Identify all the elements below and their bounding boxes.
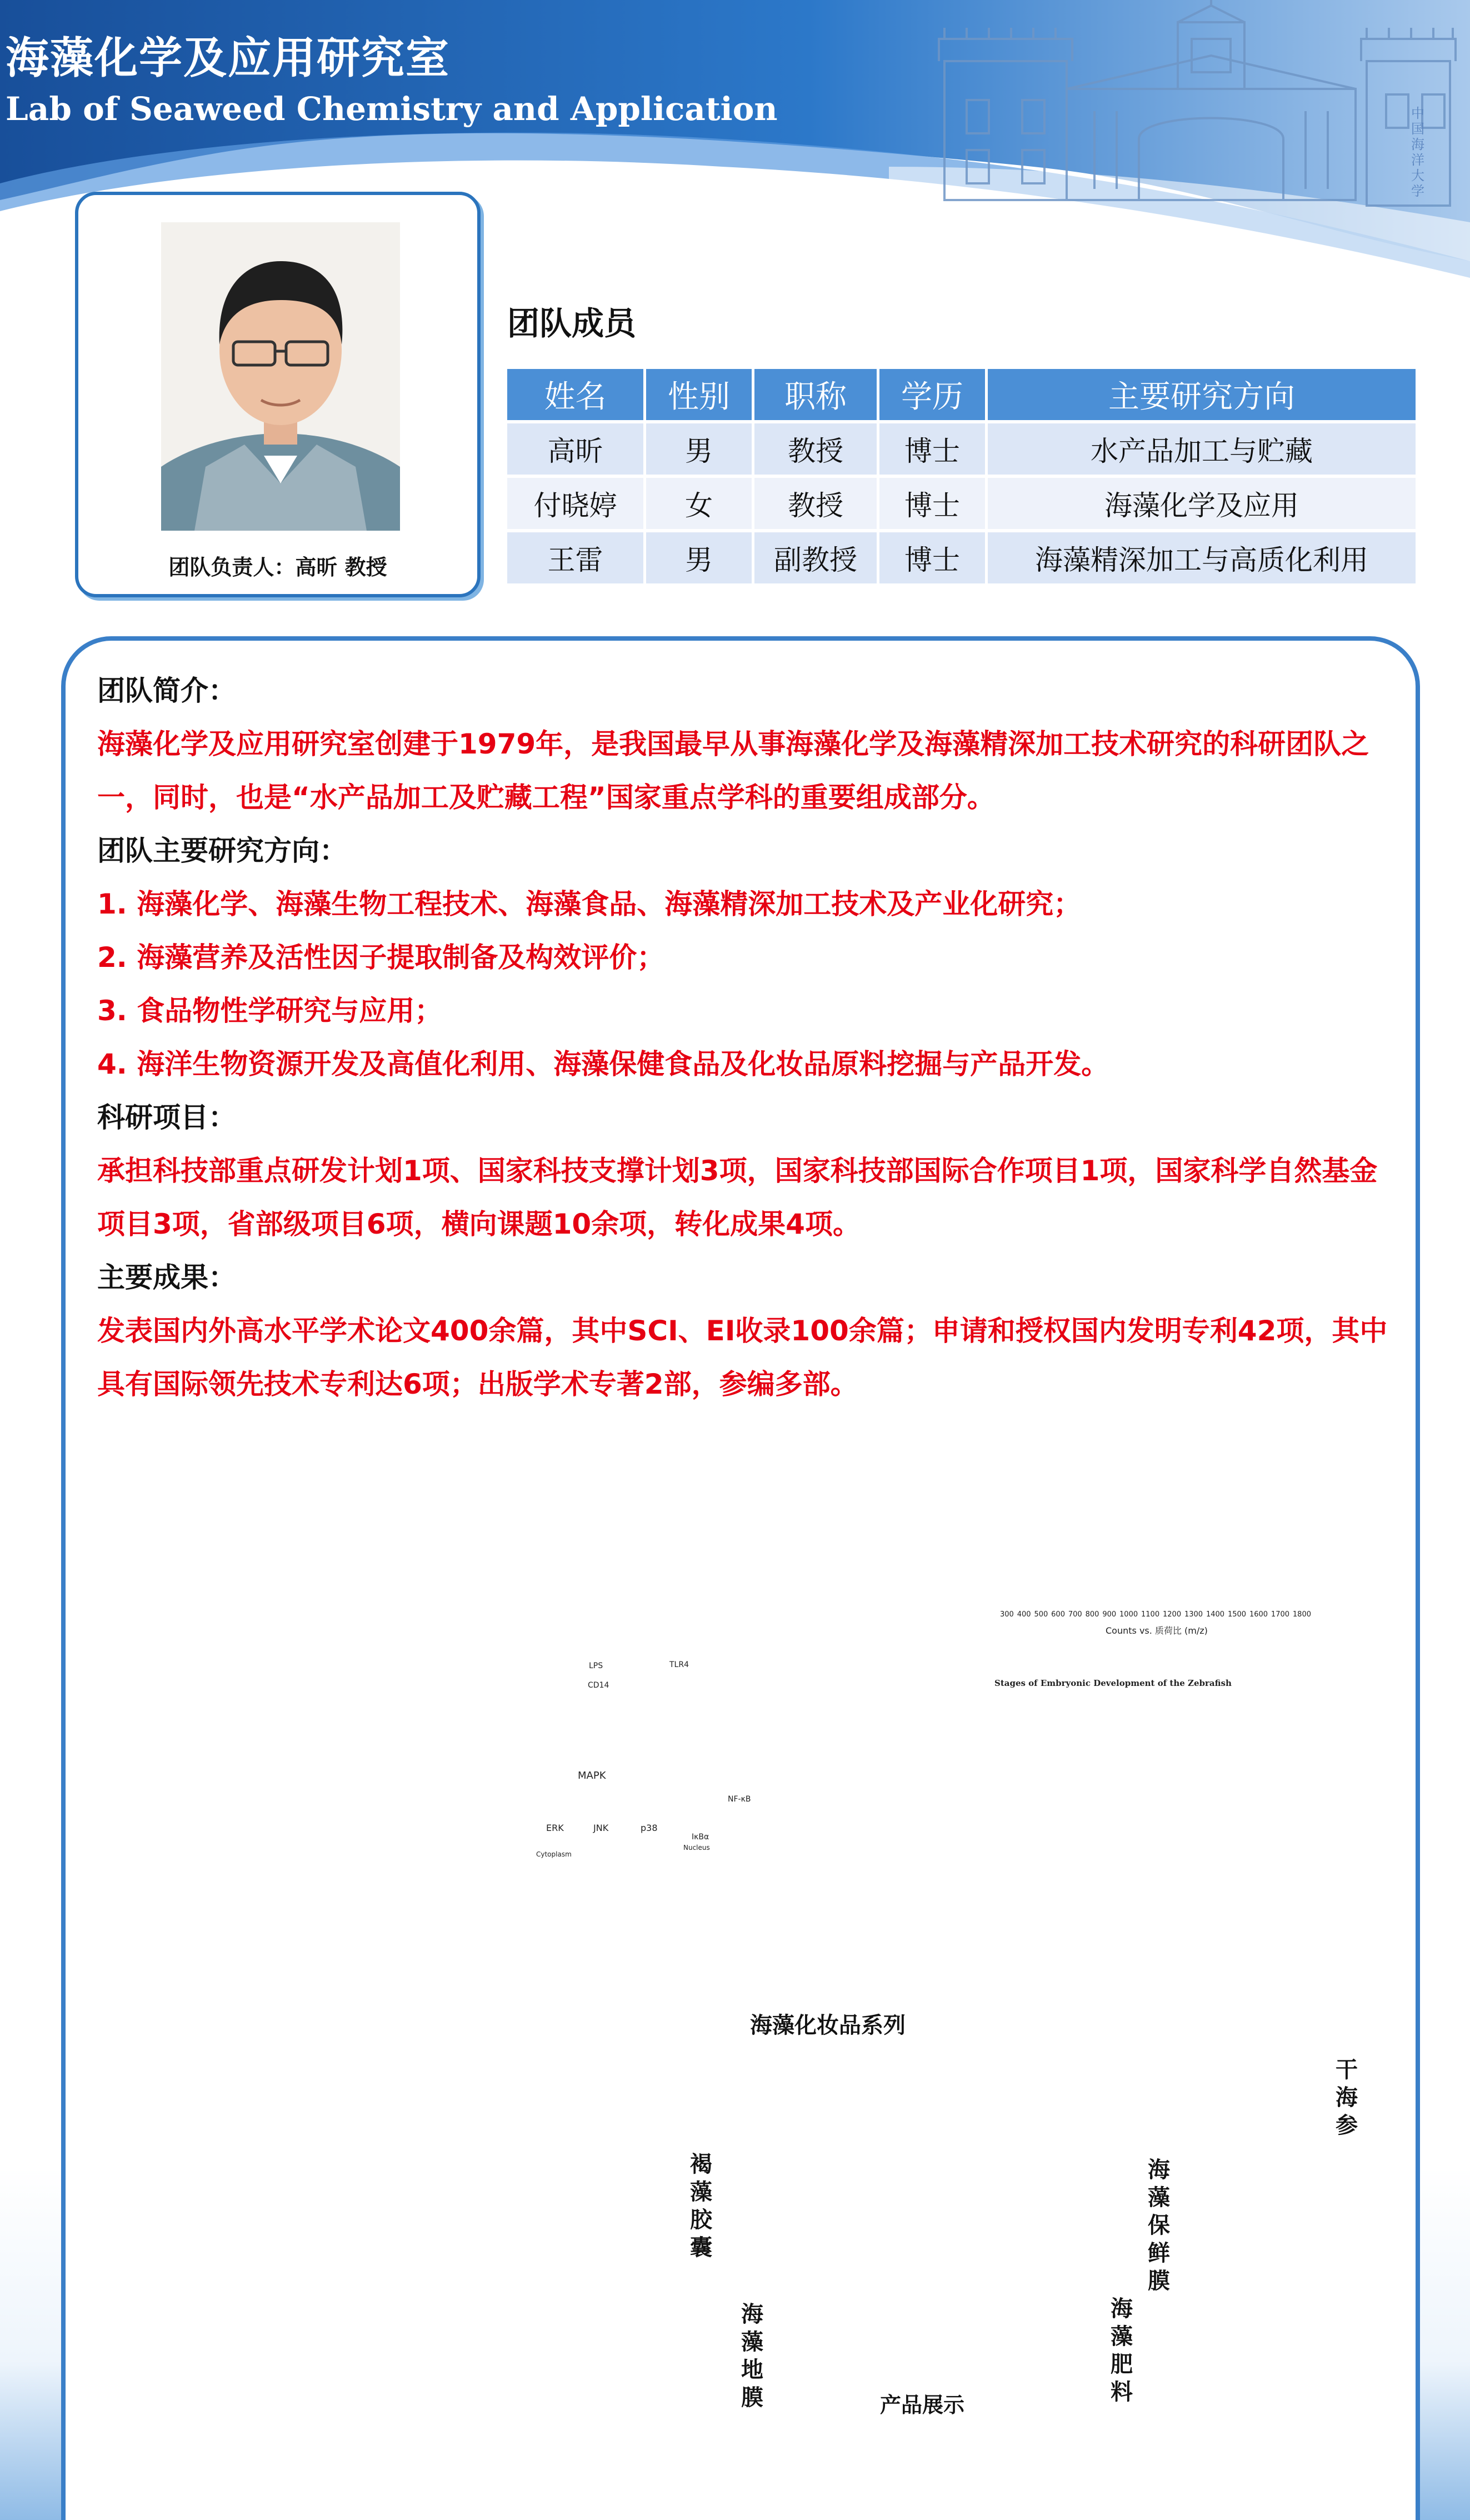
table-row [507,478,1416,529]
profile-text: 海藻化学及应用研究室创建于1979年，是我国最早从事海藻化学及海藻精深加工技术研究的科研团队之一，同时，也是“水产品加工及贮藏工程”国家重点学科的重要组成部分。 [97,728,1369,814]
member-name: 付晓婷 [507,478,643,529]
col-gender: 性别 [643,369,752,420]
projects-heading: 科研项目： [97,1101,236,1134]
member-degree: 博士 [877,423,985,475]
cosmetics-label: 海藻化妆品系列 [750,2013,906,2038]
pathway-label-lps: LPS [589,1661,603,1670]
mulch-label: 海藻地膜 [741,2302,763,2411]
member-title: 教授 [752,423,877,475]
sea-cucumber-label: 干海参 [1336,2057,1358,2138]
spectrum-tick: 1200 [1163,1610,1182,1619]
pathway-label-jnk: JNK [593,1823,609,1833]
zebrafish-title: Stages of Embryonic Development of the Zebrafish [994,1678,1232,1688]
direction-item: 2. 海藻营养及活性因子提取制备及构效评价； [97,941,665,974]
spectrum-tick: 1100 [1141,1610,1160,1619]
member-name: 王雷 [507,532,643,583]
direction-item: 4. 海洋生物资源开发及高值化利用、海藻保健食品及化妆品原料挖掘与产品开发。 [97,1048,1109,1080]
col-degree: 学历 [877,369,985,420]
product-root-label: 产品展示 [879,2393,964,2417]
leader-caption: 团队负责人：高昕 教授 [168,555,387,580]
spectrum-tick-labels [1000,1610,1311,1619]
fertilizer-brand-label-2: 海世可 [1142,2315,1175,2328]
spectrum-tick: 700 [1068,1610,1082,1619]
spectrum-tick: 600 [1051,1610,1065,1619]
lab-title-cn: 海藻化学及应用研究室 [6,33,451,83]
member-name: 高昕 [507,423,643,475]
member-title: 副教授 [752,532,877,583]
spectrum-tick: 1800 [1292,1610,1311,1619]
intro-text [97,664,1397,1411]
member-research: 海藻化学及应用 [985,478,1416,529]
member-degree: 博士 [877,532,985,583]
direction-item: 1. 海藻化学、海藻生物工程技术、海藻食品、海藻精深加工技术及产业化研究； [97,888,1082,920]
table-row [507,532,1416,583]
pathway-label-ikba: IκBα [692,1833,709,1842]
capsule-label: 褐藻胶囊 [690,2152,712,2260]
member-title: 教授 [752,478,877,529]
pathway-label-inflammation: Inflammation [789,1673,841,1681]
member-gender: 男 [643,532,752,583]
fertilizer-label: 海藻肥料 [1111,2296,1133,2405]
team-heading: 团队成员 [507,305,637,342]
table-row [507,423,1416,475]
member-research: 水产品加工与贮藏 [985,423,1416,475]
col-name: 姓名 [507,369,643,420]
achievements-text: 发表国内外高水平学术论文400余篇，其中SCI、EI收录100余篇；申请和授权国内发明专利42项，其中具有国际领先技术专利达6项；出版学术专著2部，参编多部。 [97,1315,1388,1400]
pathway-label-nfkb: NF-κB [728,1795,751,1804]
member-gender: 女 [643,478,752,529]
spectrum-tick: 300 [1000,1610,1014,1619]
spectrum-tick: 1300 [1184,1610,1203,1619]
col-title: 职称 [752,369,877,420]
spectrum-tick: 1000 [1119,1610,1138,1619]
member-gender: 男 [643,423,752,475]
team-table-header [507,369,1416,420]
film-label: 海藻保鲜膜 [1148,2157,1170,2294]
direction-item: 3. 食品物性学研究与应用； [97,995,443,1027]
leader-portrait [161,222,400,531]
spectrum-xlabel: Counts vs. 质荷比 (m/z) [1106,1625,1208,1636]
building-sign: 中国海洋大学 [1411,106,1424,199]
team-table [507,366,1416,587]
fertilizer-brand-label: ALGA [1210,2305,1247,2319]
spectrum-tick: 1400 [1206,1610,1225,1619]
pathway-label-nucleus: Nucleus [683,1844,710,1852]
spectrum-tick: 1600 [1249,1610,1268,1619]
directions-heading: 团队主要研究方向： [97,835,347,867]
pathway-label-erk: ERK [546,1823,564,1833]
pathway-label-p38: p38 [641,1823,658,1833]
pathway-label-tlr4: TLR4 [669,1660,689,1669]
col-research: 主要研究方向 [985,369,1416,420]
pathway-label-cd14: CD14 [588,1681,609,1690]
spectrum-tick: 1700 [1271,1610,1290,1619]
lab-title-en: Lab of Seaweed Chemistry and Application [6,90,778,128]
member-research: 海藻精深加工与高质化利用 [985,532,1416,583]
pathway-label-mapk: MAPK [578,1770,606,1782]
spectrum-tick: 500 [1034,1610,1048,1619]
projects-text: 承担科技部重点研发计划1项、国家科技支撑计划3项，国家科技部国际合作项目1项，国家科学自然基金项目3项，省部级项目6项，横向课题10余项，转化成果4项。 [97,1155,1378,1240]
spectrum-tick: 1500 [1227,1610,1247,1619]
profile-heading: 团队简介： [97,675,236,707]
member-degree: 博士 [877,478,985,529]
achievements-heading: 主要成果： [97,1261,236,1294]
pathway-label-cytoplasm: Cytoplasm [536,1850,572,1858]
spectrum-tick: 900 [1102,1610,1117,1619]
spectrum-tick: 400 [1017,1610,1031,1619]
spectrum-tick: 800 [1085,1610,1099,1619]
